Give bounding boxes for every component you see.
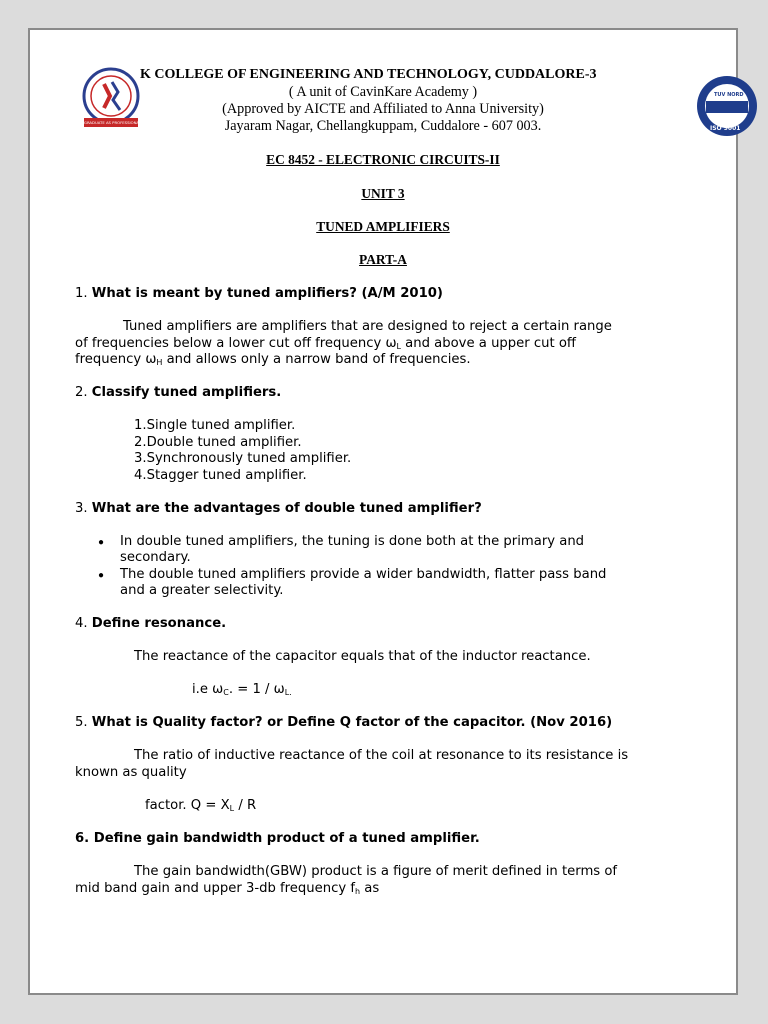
bullet-2-line2: and a greater selectivity. — [120, 583, 284, 598]
question-number: 5. — [75, 715, 92, 730]
question-text: 6. Define gain bandwidth product of a tuned amplifier. — [75, 831, 480, 846]
answer-4-equation: i.e $\omega_C$. = $1 / \omega_{L.}$ — [192, 682, 292, 697]
college-name: K COLLEGE OF ENGINEERING AND TECHNOLOGY, CUDDALORE-3 — [140, 67, 597, 82]
bullet-2-line1: The double tuned amplifiers provide a wider bandwidth, flatter pass band — [120, 567, 607, 582]
question-number: 1. — [75, 286, 92, 301]
unit-of-text: ( A unit of CavinKare Academy ) — [288, 84, 478, 100]
question-number: 2. — [75, 385, 92, 400]
question-3 — [75, 501, 482, 516]
answer-5-line1: The ratio of inductive reactance of the coil at resonance to its resistance is — [134, 748, 629, 763]
address-text: Jayaram Nagar, Chellangkuppam, Cuddalore - 607 003. — [224, 118, 542, 134]
bullet-icon: ● — [98, 537, 105, 548]
bullet-icon: ● — [98, 570, 105, 581]
question-4 — [75, 616, 226, 631]
answer-6-line1: The gain bandwidth(GBW) product is a figure of merit defined in terms of — [134, 864, 618, 879]
question-5 — [75, 715, 612, 730]
answer-5-equation: factor. $Q = X_L / R$ — [145, 798, 257, 813]
approval-text: (Approved by AICTE and Affiliated to Anna University) — [222, 101, 544, 117]
question-6 — [75, 831, 480, 846]
question-number: 3. — [75, 501, 92, 516]
question-text: Define resonance. — [91, 616, 227, 631]
unit-title: UNIT 3 — [361, 186, 405, 201]
answer-1-line2: of frequencies below a lower cut off frequency $\omega_L$ and above a upper cut off — [75, 336, 577, 351]
list-item: 2.Double tuned amplifier. — [134, 435, 302, 450]
logo-banner-text: GRADUATE AS PROFESSIONALS — [84, 120, 144, 125]
bullet-1-line2: secondary. — [120, 550, 191, 565]
question-text: What is meant by tuned amplifiers? (A/M 2010) — [91, 286, 443, 301]
question-text: What is Quality factor? or Define Q factor of the capacitor. (Nov 2016) — [91, 715, 613, 730]
question-1 — [75, 286, 443, 301]
answer-1-line1: Tuned amplifiers are amplifiers that are designed to reject a certain range — [123, 319, 612, 334]
document-page — [28, 28, 744, 995]
answer-1-line3: frequency $\omega_H$ and allows only a narrow band of frequencies. — [75, 352, 471, 367]
iso-top-text: TUV NORD — [714, 92, 744, 98]
answer-5-line2: known as quality — [75, 765, 187, 780]
course-title: EC 8452 - ELECTRONIC CIRCUITS-II — [266, 152, 500, 167]
iso-bottom-text: ISO 9001 — [710, 125, 741, 132]
question-2 — [75, 385, 281, 400]
question-text: What are the advantages of double tuned amplifier? — [91, 501, 482, 516]
list-item: 4.Stagger tuned amplifier. — [134, 468, 307, 483]
part-title: PART-A — [359, 252, 407, 267]
question-number: 4. — [75, 616, 92, 631]
list-item: 1.Single tuned amplifier. — [134, 418, 296, 433]
answer-6-line2: mid band gain and upper 3-db frequency $f_h$ as — [75, 881, 380, 896]
topic-title: TUNED AMPLIFIERS — [316, 219, 450, 234]
question-text: Classify tuned amplifiers. — [91, 385, 282, 400]
answer-4-line1: The reactance of the capacitor equals that of the inductor reactance. — [134, 649, 591, 664]
list-item: 3.Synchronously tuned amplifier. — [134, 451, 352, 466]
bullet-1-line1: In double tuned amplifiers, the tuning is done both at the primary and — [120, 534, 585, 549]
